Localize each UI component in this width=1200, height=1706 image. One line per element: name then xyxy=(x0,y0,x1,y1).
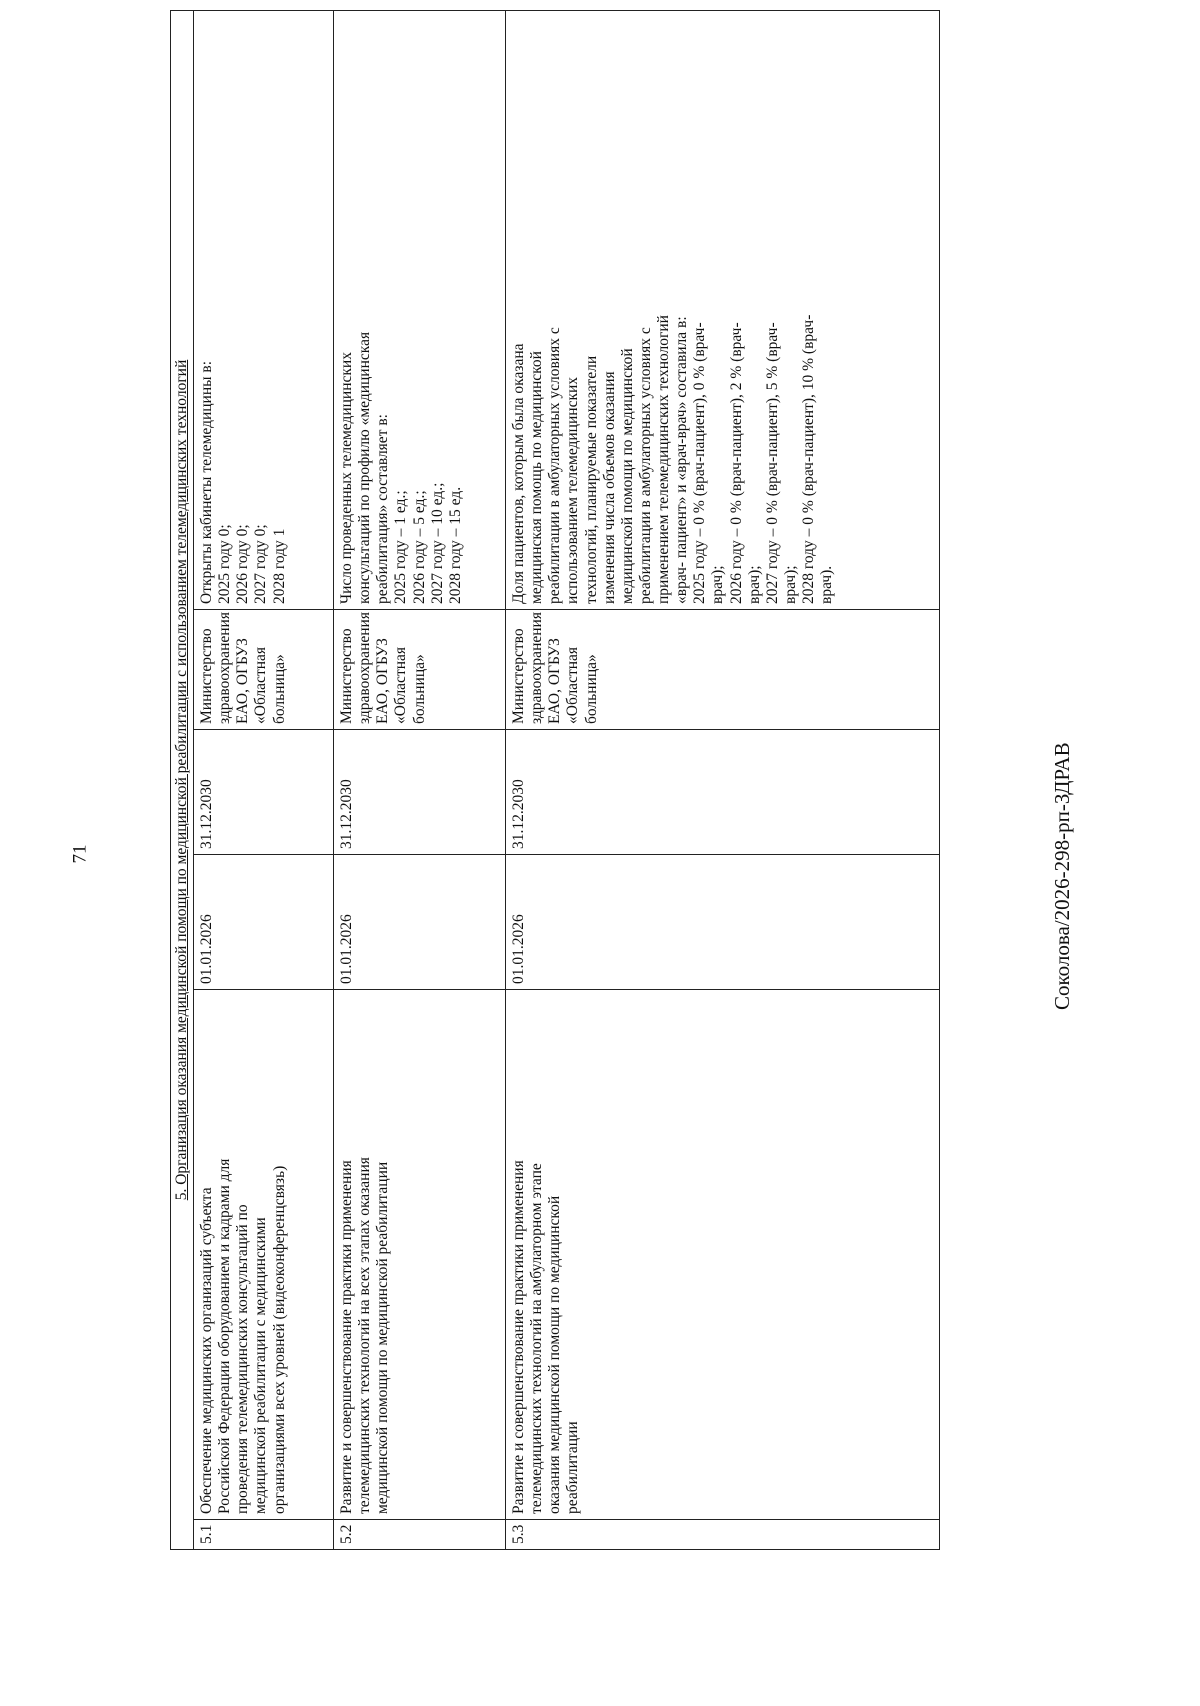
text-line: ЕАО, ОГБУЗ xyxy=(234,638,252,724)
text-line: 2025 году 0; xyxy=(216,524,234,604)
measure-name xyxy=(506,989,940,1519)
measure-name xyxy=(334,989,505,1519)
text-line: телемедицинских технологий на всех этапах оказания xyxy=(356,1157,374,1514)
text-line: 2027 году 0; xyxy=(252,524,270,604)
text-line: врач); xyxy=(745,565,763,604)
text-line: ЕАО, ОГБУЗ xyxy=(374,638,392,724)
text-line: Развитие и совершенствование практики применения xyxy=(338,1160,355,1514)
end-date: 31.12.2030 xyxy=(334,729,505,854)
text-line: технологий, планируемые показатели xyxy=(582,355,600,604)
text-line: Обеспечение медицинских организаций субъекта xyxy=(198,1187,215,1514)
section-title: 5. Организация оказания медицинской помощи по медицинской реабилитации с использованием телемедицинских технологий xyxy=(173,359,190,1201)
text-line: 2027 году – 0 % (врач-пациент), 5 % (врач- xyxy=(763,322,781,604)
text-line: Российской Федерации оборудованием и кадрами для xyxy=(216,1158,234,1514)
expected-result xyxy=(334,11,505,609)
section-header xyxy=(171,11,194,1549)
text-line: Открыты кабинеты телемедицины в: xyxy=(198,360,215,604)
text-line: медицинской помощи по медицинской реабилитации xyxy=(374,1161,392,1514)
end-date: 31.12.2030 xyxy=(506,729,940,854)
text-line: «врач- пациент» и «врач-врач» составила в: xyxy=(673,316,691,604)
row-number: 5.1 xyxy=(194,1519,333,1549)
text-line: Число проведенных телемедицинских xyxy=(338,352,355,604)
text-line: 2025 году – 1 ед.; xyxy=(392,490,410,604)
text-line: больница» xyxy=(410,654,428,724)
text-line: врач). xyxy=(818,565,836,604)
text-line: врач); xyxy=(709,565,727,604)
text-line: использованием телемедицинских xyxy=(564,376,582,604)
responsible xyxy=(334,609,505,729)
text-line: «Областная xyxy=(564,646,582,724)
plan-table xyxy=(170,10,940,1550)
row-number: 5.3 xyxy=(506,1519,940,1549)
text-line: консультаций по профилю «медицинская xyxy=(356,331,374,604)
text-line: 2026 году – 5 ед.; xyxy=(410,490,428,604)
text-line: 2025 году – 0 % (врач-пациент), 0 % (врач- xyxy=(691,322,709,604)
table-row xyxy=(334,11,506,1549)
document-registration-code: Соколова/2026-298-рп-ЗДРАВ xyxy=(1050,742,1074,1010)
text-line: 2026 году 0; xyxy=(234,524,252,604)
text-line: здравоохранения xyxy=(216,612,234,724)
text-line: реабилитации xyxy=(564,1421,582,1514)
text-line: здравоохранения xyxy=(528,612,546,724)
responsible xyxy=(194,609,333,729)
text-line: 2028 году – 15 ед. xyxy=(446,486,464,604)
text-line: медицинской помощи по медицинской xyxy=(618,348,636,604)
text-line: изменения числа объемов оказания xyxy=(600,371,618,604)
text-line: 2028 году – 0 % (врач-пациент), 10 % (врач- xyxy=(800,314,817,604)
text-line: медицинской реабилитации с медицинскими xyxy=(252,1217,270,1514)
text-line: ЕАО, ОГБУЗ xyxy=(546,638,564,724)
start-date: 01.01.2026 xyxy=(334,854,505,989)
text-line: Министерство xyxy=(510,628,527,724)
text-line: применением телемедицинских технологий xyxy=(655,315,672,604)
text-line: врач); xyxy=(781,565,799,604)
end-date: 31.12.2030 xyxy=(194,729,333,854)
page-number: 71 xyxy=(69,844,91,864)
text-line: «Областная xyxy=(252,646,270,724)
row-number: 5.2 xyxy=(334,1519,505,1549)
text-line: больница» xyxy=(582,654,600,724)
expected-result xyxy=(194,11,333,609)
text-line: телемедицинских технологий на амбулаторном этапе xyxy=(528,1163,546,1514)
text-line: 2027 году – 10 ед.; xyxy=(428,482,446,604)
text-line: оказания медицинской помощи по медицинской xyxy=(546,1195,564,1514)
responsible xyxy=(506,609,940,729)
start-date: 01.01.2026 xyxy=(506,854,940,989)
start-date: 01.01.2026 xyxy=(194,854,333,989)
text-line: здравоохранения xyxy=(356,612,374,724)
table-row xyxy=(506,11,940,1549)
measure-name xyxy=(194,989,333,1519)
text-line: Доля пациентов, которым была оказана xyxy=(510,343,527,604)
text-line: Министерство xyxy=(198,628,215,724)
table-row xyxy=(194,11,334,1549)
text-line: реабилитации в амбулаторных условиях с xyxy=(636,327,654,604)
text-line: проведения телемедицинских консультаций по xyxy=(234,1204,252,1514)
text-line: Развитие и совершенствование практики применения xyxy=(510,1160,527,1514)
text-line: 2026 году – 0 % (врач-пациент), 2 % (врач- xyxy=(727,322,745,604)
expected-result xyxy=(506,11,940,609)
text-line: больница» xyxy=(270,654,288,724)
text-line: 2028 году 1 xyxy=(270,528,288,604)
text-line: реабилитации в амбулаторных условиях с xyxy=(546,327,564,604)
text-line: медицинская помощь по медицинской xyxy=(528,351,546,604)
text-line: Министерство xyxy=(338,628,355,724)
text-line: «Областная xyxy=(392,646,410,724)
text-line: реабилитация» составляет в: xyxy=(374,414,392,604)
text-line: организациями всех уровней (видеоконференцсвязь) xyxy=(270,1165,288,1514)
